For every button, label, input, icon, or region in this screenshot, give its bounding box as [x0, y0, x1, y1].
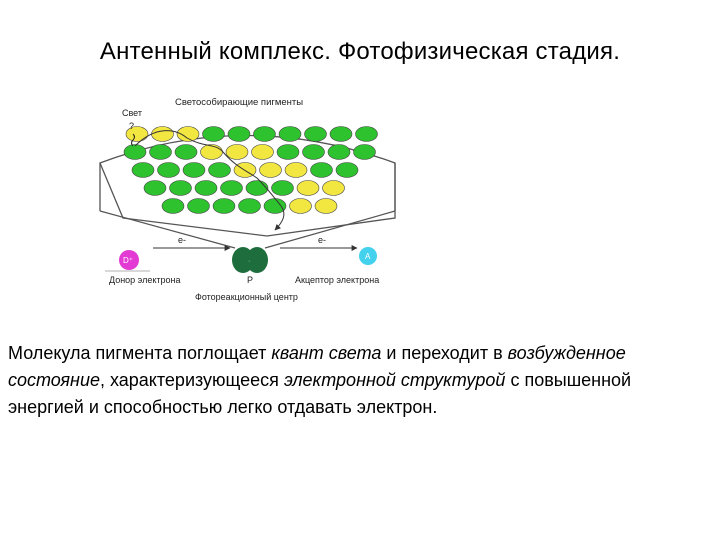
slide-title: Антенный комплекс. Фотофизическая стадия. [99, 38, 621, 65]
caption-part-6: электронной структурой [283, 370, 506, 390]
pigment-molecule [356, 127, 378, 142]
excited-pigment [315, 199, 337, 214]
pigment-molecule [254, 127, 276, 142]
light-question-mark: ? [129, 121, 135, 131]
pigment-molecule [336, 163, 358, 178]
pigment-molecule [246, 181, 268, 196]
excited-pigment [152, 127, 174, 142]
pigment-molecule [303, 145, 325, 160]
pigment-molecule [195, 181, 217, 196]
pigment-molecule [203, 127, 225, 142]
pigment-molecule [150, 145, 172, 160]
pigments-label: Светособирающие пигменты [175, 97, 304, 108]
donor-symbol: D⁺ [123, 256, 133, 265]
pigment-molecule [279, 127, 301, 142]
pigment-molecule [188, 199, 210, 214]
pigment-molecule [311, 163, 333, 178]
acceptor-symbol: A [365, 252, 371, 261]
caption-part-7: с повышенной энергией и способностью легко отдавать электрон. [8, 370, 632, 417]
donor-label: Донор электрона [109, 275, 181, 285]
caption-part-2: квант света [271, 343, 382, 363]
electron-label-left: e- [178, 235, 187, 245]
caption-part-4: возбужденное состояние [8, 343, 626, 390]
pigment-molecule [183, 163, 205, 178]
pigment-molecule [209, 163, 231, 178]
antenna-diagram-svg [95, 88, 425, 310]
pigment-molecule [328, 145, 350, 160]
excited-pigment [201, 145, 223, 160]
pigment-molecule [264, 199, 286, 214]
pigment-molecule [158, 163, 180, 178]
excited-pigment [290, 199, 312, 214]
center-dot: · [248, 258, 251, 265]
antenna-complex-diagram [95, 88, 425, 310]
excited-pigment [260, 163, 282, 178]
pigment-molecule [144, 181, 166, 196]
light-label: Свет [122, 108, 143, 118]
pigment-molecule [330, 127, 352, 142]
excited-pigment [297, 181, 319, 196]
pigment-molecule [213, 199, 235, 214]
excited-pigment [285, 163, 307, 178]
pigment-molecule [132, 163, 154, 178]
center-symbol: P [247, 275, 254, 285]
pigment-molecule [124, 145, 146, 160]
pigment-molecule [221, 181, 243, 196]
pigment-molecule [170, 181, 192, 196]
caption-part-3: и переходит в [381, 343, 508, 363]
acceptor-label: Акцептор электрона [295, 275, 380, 285]
pigment-molecule [272, 181, 294, 196]
pigment-molecule [228, 127, 250, 142]
caption-text [8, 340, 708, 421]
pigment-molecule [162, 199, 184, 214]
pigment-molecule [239, 199, 261, 214]
caption-part-1: Молекула пигмента поглощает [8, 343, 272, 363]
pigment-molecule [354, 145, 376, 160]
pigment-molecule [277, 145, 299, 160]
pigment-molecule [175, 145, 197, 160]
electron-label-right: e- [318, 235, 327, 245]
pigment-molecule [305, 127, 327, 142]
excited-pigment [323, 181, 345, 196]
caption-part-5: , характеризующееся [99, 370, 284, 390]
reaction-center-label: Фотореакционный центр [195, 292, 298, 302]
excited-pigment [252, 145, 274, 160]
excited-pigment [226, 145, 248, 160]
